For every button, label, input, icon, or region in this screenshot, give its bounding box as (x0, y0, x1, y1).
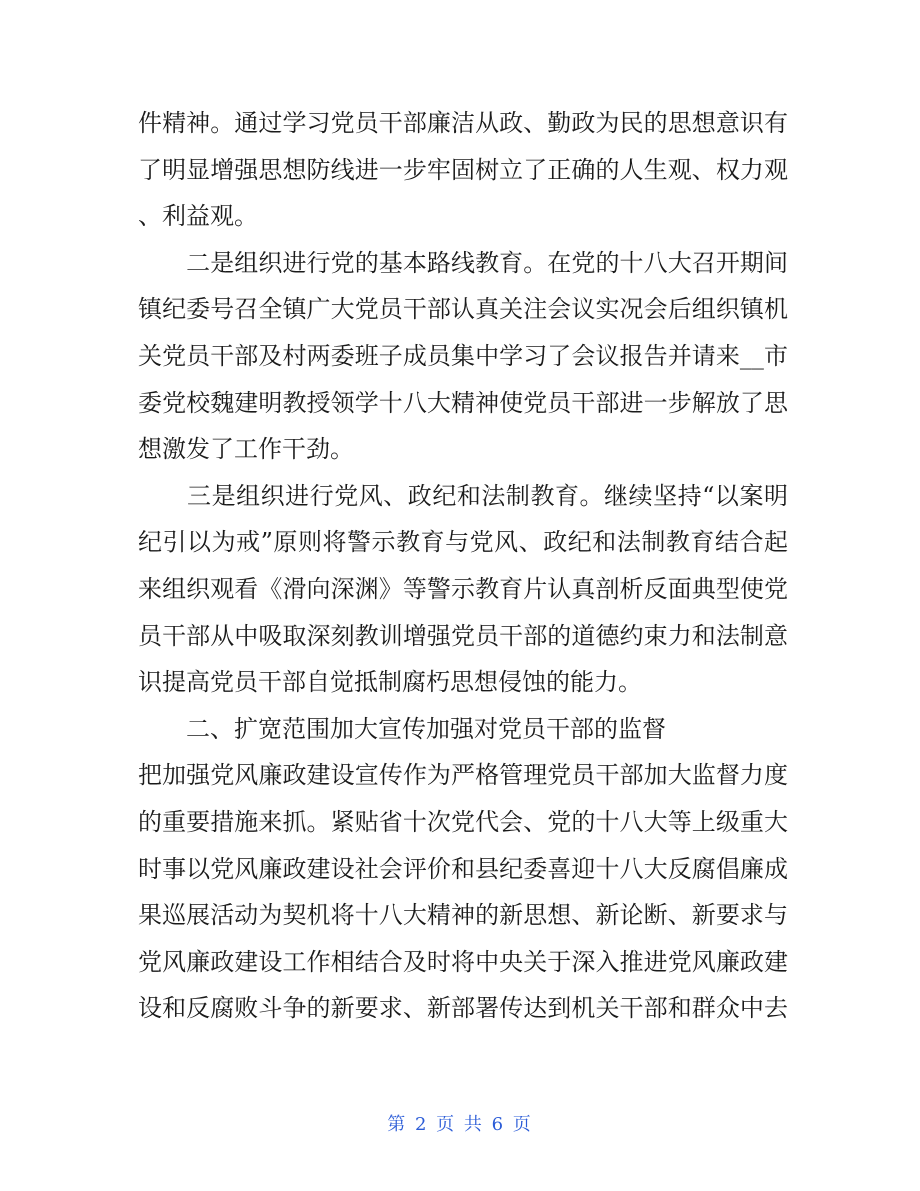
text-line: 纪引以为戒”原则将警示教育与党风、政纪和法制教育结合起 (138, 528, 788, 557)
text-line: 的重要措施来抓。紧贴省十次党代会、党的十八大等上级重大 (138, 807, 788, 836)
text-line: 时事以党风廉政建设社会评价和县纪委喜迎十八大反腐倡廉成 (138, 854, 788, 883)
text-line: 把加强党风廉政建设宣传作为严格管理党员干部加大监督力度 (138, 761, 788, 790)
text-line: 员干部从中吸取深刻教训增强党员干部的道德约束力和法制意 (138, 621, 788, 650)
text-line: 识提高党员干部自觉抵制腐朽思想侵蚀的能力。 (138, 668, 642, 697)
text-line: 党风廉政建设工作相结合及时将中央关于深入推进党风廉政建 (138, 947, 788, 976)
text-line: 设和反腐败斗争的新要求、新部署传达到机关干部和群众中去 (138, 994, 788, 1023)
text-line: 、利益观。 (138, 202, 258, 231)
page-number-footer: 第 2 页 共 6 页 (387, 1114, 533, 1135)
text-line: 想激发了工作干劲。 (138, 435, 354, 464)
text-line: 了明显增强思想防线进一步牢固树立了正确的人生观、权力观 (138, 155, 788, 184)
text-line: 件精神。通过学习党员干部廉洁从政、勤政为民的思想意识有 (138, 109, 788, 137)
body-text (138, 100, 788, 1032)
text-line: 镇纪委号召全镇广大党员干部认真关注会议实况会后组织镇机 (138, 295, 788, 324)
text-line: 果巡展活动为契机将十八大精神的新思想、新论断、新要求与 (138, 901, 788, 930)
text-line: 三是组织进行党风、政纪和法制教育。继续坚持“以案明 (138, 481, 788, 510)
text-line: 来组织观看《滑向深渊》等警示教育片认真剖析反面典型使党 (138, 574, 788, 603)
text-line: 委党校魏建明教授领学十八大精神使党员干部进一步解放了思 (138, 388, 788, 417)
text-line: 二是组织进行党的基本路线教育。在党的十八大召开期间 (138, 248, 788, 277)
section-heading: 二、扩宽范围加大宣传加强对党员干部的监督 (138, 714, 666, 743)
text-line: 关党员干部及村两委班子成员集中学习了会议报告并请来__市 (138, 341, 788, 370)
